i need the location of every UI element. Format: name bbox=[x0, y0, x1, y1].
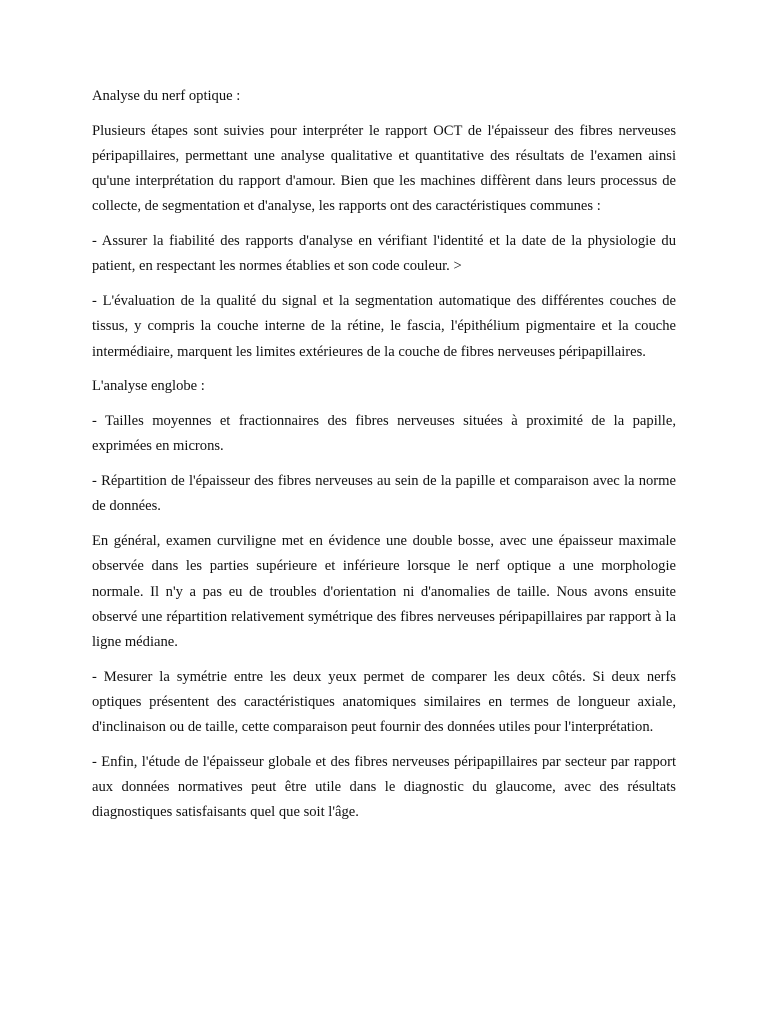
analysis-sizes-point: - Tailles moyennes et fractionnaires des fibres nerveuses situées à proximité de la papille, exprimées en microns. bbox=[92, 413, 676, 455]
analysis-heading: L'analyse englobe : bbox=[92, 378, 205, 395]
symmetry-point: - Mesurer la symétrie entre les deux yeux permet de comparer les deux côtés. Si deux nerfs optiques présentent des caractéristiques anatomiques similaires en termes de longueur axiale, d'inclinaison ou de taille, cette comparaison peut fournir des données utiles pour l'interprétation. bbox=[92, 668, 676, 736]
intro-paragraph: Plusieurs étapes sont suivies pour interpréter le rapport OCT de l'épaisseur des fibres nerveuses péripapillaires, permettant une analyse qualitative et quantitative des résultats de l'examen ainsi qu'une interprétation du rapport d'amour. Bien que les machines diffèrent dans leurs processus de collecte, de segmentation et d'analyse, les rapports ont des caractéristiques communes : bbox=[92, 122, 676, 215]
reliability-point: - Assurer la fiabilité des rapports d'analyse en vérifiant l'identité et la date de la physiologie du patient, en respectant les normes établies et son code couleur. > bbox=[92, 233, 676, 275]
document-page bbox=[92, 84, 676, 835]
signal-quality-point: - L'évaluation de la qualité du signal et la segmentation automatique des différentes couches de tissus, y compris la couche interne de la rétine, le fascia, l'épithélium pigmentaire et la couche intermédiaire, marquent les limites extérieures de la couche de fibres nerveuses péripapillaires. bbox=[92, 293, 676, 360]
document-title: Analyse du nerf optique : bbox=[92, 88, 241, 104]
general-paragraph: En général, examen curviligne met en évidence une double bosse, avec une épaisseur maximale observée dans les parties supérieure et inférieure lorsque le nerf optique a une morphologie normale. Il n'y a pas eu de troubles d'orientation ni d'anomalies de taille. Nous avons ensuite observé une répartition relativement symétrique des fibres nerveuses péripapillaires par rapport à la ligne médiane. bbox=[92, 533, 676, 651]
conclusion-point: - Enfin, l'étude de l'épaisseur globale et des fibres nerveuses péripapillaires par secteur par rapport aux données normatives peut être utile dans le diagnostic du glaucome, avec des résultats diagnostiques satisfaisants quel que soit l'âge. bbox=[92, 754, 676, 821]
analysis-distribution-point: - Répartition de l'épaisseur des fibres nerveuses au sein de la papille et comparaison avec la norme de données. bbox=[92, 473, 676, 515]
